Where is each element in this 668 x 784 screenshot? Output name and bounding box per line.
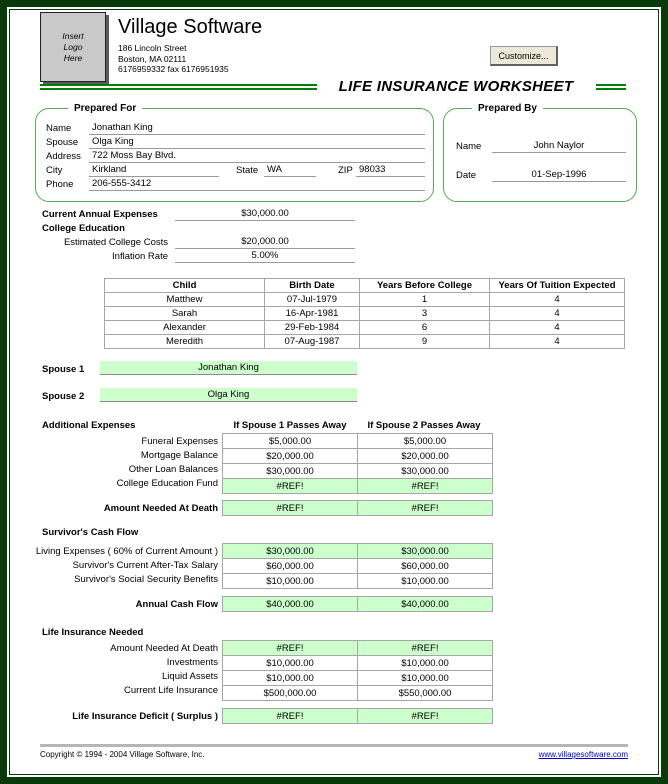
address-line-3: 6176959332 fax 6176951935 [118, 64, 229, 74]
preparer-date-field[interactable]: 01-Sep-1996 [492, 169, 626, 182]
computed-cell[interactable]: #REF! [358, 641, 493, 656]
current-annual-expenses-label: Current Annual Expenses [42, 209, 158, 220]
table-row [223, 597, 493, 612]
preparer-name-field[interactable]: John Naylor [492, 140, 626, 153]
cash-flow-title: Survivor's Cash Flow [42, 527, 139, 538]
value-cell[interactable]: $30,000.00 [223, 464, 358, 479]
college-costs-label: Estimated College Costs [63, 237, 168, 248]
value-cell[interactable]: $10,000.00 [358, 671, 493, 686]
prepared-for-box [35, 103, 434, 202]
cash-flow-values [222, 543, 493, 589]
table-row [223, 464, 493, 479]
table-row [105, 335, 625, 349]
table-row [223, 641, 493, 656]
birth-date-cell[interactable]: 16-Apr-1981 [265, 307, 360, 321]
children-col-years-before: Years Before College [360, 279, 490, 293]
value-cell[interactable]: $500,000.00 [223, 686, 358, 701]
investments-label: Investments [166, 657, 218, 668]
insurance-values [222, 640, 493, 701]
tuition-years-cell[interactable]: 4 [490, 307, 625, 321]
table-row [223, 656, 493, 671]
computed-cell[interactable]: $40,000.00 [223, 597, 358, 612]
spouse2-label: Spouse 2 [42, 391, 85, 402]
table-row [105, 293, 625, 307]
value-cell[interactable]: $60,000.00 [223, 559, 358, 574]
phone-field[interactable]: 206-555-3412 [89, 178, 425, 191]
divider-right [596, 84, 626, 90]
website-link[interactable]: www.villagesoftware.com [538, 750, 628, 759]
inflation-rate-label: Inflation Rate [112, 251, 168, 262]
name-label: Name [46, 123, 72, 134]
address-line-1: 186 Lincoln Street [118, 43, 187, 53]
prepared-by-title: Prepared By [472, 102, 543, 115]
prepared-by-box [443, 103, 637, 202]
spouse-field[interactable]: Olga King [89, 136, 425, 149]
value-cell[interactable]: $10,000.00 [223, 656, 358, 671]
zip-field[interactable]: 98033 [356, 164, 425, 177]
computed-cell[interactable]: #REF! [358, 479, 493, 494]
amount-needed-values [222, 500, 493, 516]
child-name-cell[interactable]: Meredith [105, 335, 265, 349]
mortgage-balance-label: Mortgage Balance [140, 450, 218, 461]
city-field[interactable]: Kirkland [89, 164, 219, 177]
footer-divider [40, 744, 628, 747]
spouse2-field[interactable]: Olga King [100, 388, 357, 402]
birth-date-cell[interactable]: 07-Aug-1987 [265, 335, 360, 349]
address-field[interactable]: 722 Moss Bay Blvd. [89, 150, 425, 163]
value-cell[interactable]: $30,000.00 [358, 464, 493, 479]
college-costs-field[interactable]: $20,000.00 [175, 236, 355, 249]
children-header-row [105, 279, 625, 293]
company-address [118, 43, 229, 75]
social-security-label: Survivor's Social Security Benefits [74, 574, 218, 585]
address-label: Address [46, 151, 81, 162]
table-row [223, 686, 493, 701]
insurance-needed-title: Life Insurance Needed [42, 627, 144, 638]
table-row [105, 307, 625, 321]
value-cell[interactable]: $5,000.00 [223, 434, 358, 449]
inflation-rate-field[interactable]: 5.00% [175, 250, 355, 263]
name-field[interactable]: Jonathan King [89, 122, 425, 135]
computed-cell[interactable]: #REF! [223, 641, 358, 656]
value-cell[interactable]: $10,000.00 [358, 574, 493, 589]
table-row [223, 709, 493, 724]
annual-cash-flow-label: Annual Cash Flow [135, 599, 218, 610]
table-row [105, 321, 625, 335]
child-name-cell[interactable]: Sarah [105, 307, 265, 321]
zip-label: ZIP [338, 165, 353, 176]
value-cell[interactable]: $20,000.00 [223, 449, 358, 464]
table-row [223, 501, 493, 516]
child-name-cell[interactable]: Alexander [105, 321, 265, 335]
spouse-label: Spouse [46, 137, 79, 148]
value-cell[interactable]: $10,000.00 [223, 671, 358, 686]
value-cell[interactable]: $550,000.00 [358, 686, 493, 701]
spouse1-column-header: If Spouse 1 Passes Away [233, 420, 347, 431]
insurance-deficit-values [222, 708, 493, 724]
divider-left [40, 84, 317, 90]
worksheet-title: LIFE INSURANCE WORKSHEET [338, 78, 574, 95]
table-row [223, 449, 493, 464]
preparer-date-label: Date [456, 170, 477, 181]
after-tax-salary-label: Survivor's Current After-Tax Salary [72, 560, 218, 571]
computed-cell[interactable]: #REF! [223, 501, 358, 516]
child-name-cell[interactable]: Matthew [105, 293, 265, 307]
additional-expenses-values [222, 433, 493, 494]
table-row [223, 479, 493, 494]
computed-cell[interactable]: #REF! [223, 479, 358, 494]
current-life-insurance-label: Current Life Insurance [124, 685, 218, 696]
children-col-birth: Birth Date [265, 279, 360, 293]
college-education-label: College Education [42, 223, 125, 234]
insert-logo-placeholder[interactable] [40, 12, 106, 82]
value-cell[interactable]: $20,000.00 [358, 449, 493, 464]
spouse2-column-header: If Spouse 2 Passes Away [367, 420, 481, 431]
state-label: State [236, 165, 259, 176]
tuition-years-cell[interactable]: 4 [490, 293, 625, 307]
preparer-name-label: Name [456, 141, 482, 152]
tuition-years-cell[interactable]: 4 [490, 335, 625, 349]
living-expenses-label: Living Expenses ( 60% of Current Amount ) [35, 546, 218, 557]
years-before-cell[interactable]: 6 [360, 321, 490, 335]
table-row [223, 544, 493, 559]
computed-cell[interactable]: #REF! [223, 709, 358, 724]
additional-expenses-title: Additional Expenses [42, 420, 136, 431]
computed-cell[interactable]: #REF! [358, 709, 493, 724]
table-row [223, 434, 493, 449]
value-cell[interactable]: $10,000.00 [223, 574, 358, 589]
value-cell[interactable]: $5,000.00 [358, 434, 493, 449]
company-name: Village Software [118, 16, 263, 38]
table-row [223, 559, 493, 574]
value-cell[interactable]: $10,000.00 [358, 656, 493, 671]
years-before-cell[interactable]: 9 [360, 335, 490, 349]
value-cell[interactable]: $60,000.00 [358, 559, 493, 574]
computed-cell[interactable]: $40,000.00 [358, 597, 493, 612]
children-table [104, 278, 625, 349]
insurance-deficit-label: Life Insurance Deficit ( Surplus ) [72, 711, 218, 722]
liquid-assets-label: Liquid Assets [162, 671, 218, 682]
copyright-text: Copyright © 1994 - 2004 Village Software, Inc. [40, 750, 205, 759]
spouse1-field[interactable]: Jonathan King [100, 361, 357, 375]
amount-needed-label: Amount Needed At Death [103, 503, 218, 514]
tuition-years-cell[interactable]: 4 [490, 321, 625, 335]
phone-label: Phone [46, 179, 74, 190]
years-before-cell[interactable]: 3 [360, 307, 490, 321]
birth-date-cell[interactable]: 07-Jul-1979 [265, 293, 360, 307]
table-row [223, 574, 493, 589]
birth-date-cell[interactable]: 29-Feb-1984 [265, 321, 360, 335]
spouse1-label: Spouse 1 [42, 364, 85, 375]
children-col-child: Child [105, 279, 265, 293]
insert-logo-text: Insert Logo Here [62, 30, 84, 63]
annual-cash-flow-values [222, 596, 493, 612]
city-label: City [46, 165, 63, 176]
amount-needed-at-death-label: Amount Needed At Death [110, 643, 218, 654]
college-fund-label: College Education Fund [116, 478, 218, 489]
current-annual-expenses-field[interactable]: $30,000.00 [175, 208, 355, 221]
table-row [223, 671, 493, 686]
state-field[interactable]: WA [264, 164, 316, 177]
computed-cell[interactable]: $30,000.00 [223, 544, 358, 559]
computed-cell[interactable]: #REF! [358, 501, 493, 516]
computed-cell[interactable]: $30,000.00 [358, 544, 493, 559]
children-col-tuition: Years Of Tuition Expected [490, 279, 625, 293]
other-loans-label: Other Loan Balances [128, 464, 218, 475]
customize-button[interactable]: Customize... [490, 46, 558, 66]
funeral-expenses-label: Funeral Expenses [141, 436, 218, 447]
prepared-for-title: Prepared For [68, 102, 142, 115]
years-before-cell[interactable]: 1 [360, 293, 490, 307]
address-line-2: Boston, MA 02111 [118, 53, 187, 64]
